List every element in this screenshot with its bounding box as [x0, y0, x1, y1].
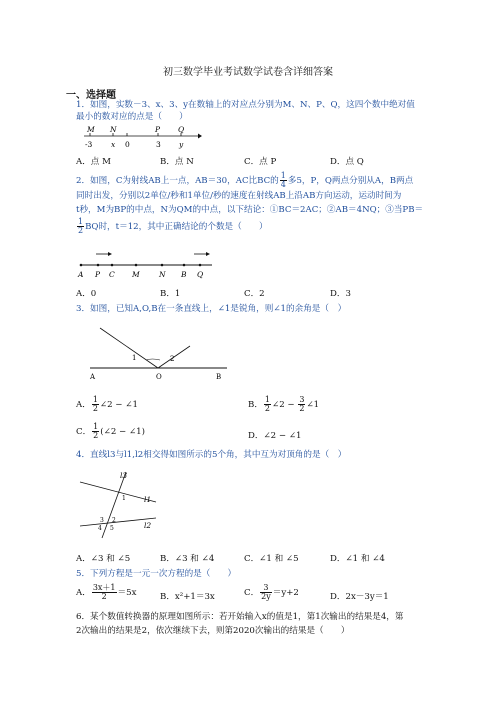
- arrow-head-icon: [198, 134, 202, 139]
- q5-option-b: B．x²+1＝3x: [160, 592, 215, 602]
- angle-label-1: 1: [132, 354, 137, 362]
- q3-option-a: [76, 396, 138, 413]
- q2-ray-figure: [76, 242, 216, 284]
- q2-option-c: C．2: [244, 289, 265, 299]
- q1-option-d: D．点 Q: [330, 157, 364, 167]
- label-M: M: [132, 270, 140, 279]
- label-A: A: [90, 373, 96, 381]
- ray-1: [100, 328, 158, 368]
- option-b-expr: ∠2 −: [272, 400, 298, 410]
- option-b-expr-2: ∠1: [306, 400, 320, 410]
- q4-option-d: D．∠1 和 ∠4: [330, 554, 385, 564]
- frac-numerator: 1: [264, 395, 271, 404]
- frac-denominator: 2: [93, 431, 99, 440]
- label-A: A: [78, 270, 84, 279]
- q5-text-line1: 5．下列方程是一元一次方程的是（ ）: [76, 569, 237, 579]
- label-l2: l2: [144, 521, 152, 530]
- label-C: C: [109, 270, 115, 279]
- q1-option-a: A．点 M: [76, 157, 111, 167]
- label-Q: Q: [197, 270, 204, 279]
- label-B: B: [216, 373, 222, 381]
- frac-denominator: 2: [92, 404, 98, 413]
- q5-option-c: [244, 584, 299, 601]
- q2-fraction: [280, 172, 287, 189]
- angle-label-5: 5: [110, 525, 114, 532]
- label-N: N: [159, 270, 166, 279]
- q3-option-b: [248, 396, 319, 413]
- option-c-letter: C．: [244, 588, 260, 598]
- option-a-letter: A．: [76, 400, 91, 410]
- angle-label-2: 2: [170, 355, 175, 363]
- q3-angle-figure: [82, 322, 232, 382]
- q4-option-c: C．∠1 和 ∠5: [244, 554, 299, 564]
- q4-lines-figure: [76, 466, 176, 542]
- label-P: P: [155, 125, 161, 134]
- frac-denominator: 4: [280, 180, 286, 189]
- frac-numerator: 1: [93, 422, 99, 431]
- frac-denominator: 2: [264, 404, 271, 413]
- option-a-expr: ＝5x: [117, 588, 137, 598]
- q3-text-line1: 3．如图，已知A,O,B在一条直线上，∠1是锐角，则∠1的余角是（ ）: [76, 304, 347, 314]
- label-l3: l3: [120, 471, 128, 480]
- q1-number-line-figure: [82, 123, 202, 153]
- label-B: B: [181, 270, 187, 279]
- angle-label-3: 3: [100, 517, 104, 524]
- q2-text-line2: 同时出发，分别以2单位/秒和1单位/秒的速度在射线AB上沿AB方向运动，运动时间为: [76, 191, 402, 201]
- label-M: M: [87, 125, 95, 134]
- label-l1: l1: [144, 495, 152, 504]
- frac-numerator: 3: [299, 395, 305, 404]
- label-P: P: [95, 270, 101, 279]
- label-O: O: [156, 373, 162, 381]
- frac-numerator: 1: [78, 217, 84, 226]
- option-a-fraction: [92, 584, 117, 601]
- q2-option-a: A．0: [76, 289, 97, 299]
- q1-option-c: C．点 P: [244, 157, 277, 167]
- half-fraction: [264, 396, 271, 413]
- option-c-expr: (∠2 − ∠1): [100, 427, 145, 437]
- option-c-fraction: [260, 584, 272, 601]
- section-heading: 一、选择题: [66, 90, 116, 101]
- label-N: N: [110, 125, 117, 134]
- q6-text-line2: 2次输出的结果是2，依次继续下去，则第2020次输出的结果是（ ）: [76, 626, 350, 636]
- q3-option-d: D．∠2 − ∠1: [248, 431, 302, 441]
- q1-text-line1: 1．如图，实数－3、x、3、y在数轴上的对应点分别为M、N、P、Q，这四个数中绝对值: [76, 100, 415, 110]
- q5-option-d: D．2x－3y＝1: [330, 592, 389, 602]
- half-fraction: [92, 396, 99, 413]
- three-halves-fraction: [298, 396, 305, 413]
- q2-line1-b: 多5，P，Q两点分别从A，B两点: [287, 176, 414, 186]
- label-Q: Q: [178, 125, 185, 134]
- label-y: y: [179, 140, 184, 149]
- q2-text-line1: [76, 172, 413, 189]
- q2-option-b: B．1: [160, 289, 181, 299]
- label-neg3: -3: [85, 140, 93, 149]
- label-x: x: [111, 140, 116, 149]
- q2-option-d: D．3: [330, 289, 351, 299]
- q6-text-line1: 6．某个数值转换器的原理如图所示：若开始输入x的值是1，第1次输出的结果是4，第: [76, 612, 404, 622]
- line-l3: [102, 472, 126, 538]
- option-b-letter: B．: [248, 400, 263, 410]
- q2-line1-a: 2．如图，C为射线AB上一点，AB＝30，AC比BC的: [76, 176, 279, 186]
- q2-line4-b: BQ时，t＝12，其中正确结论的个数是（ ）: [85, 222, 268, 232]
- frac-denominator: 2y: [261, 592, 271, 601]
- angle-label-1: 1: [122, 495, 126, 502]
- frac-numerator: 1: [92, 395, 98, 404]
- q1-option-b: B．点 N: [160, 157, 194, 167]
- q5-option-a: [76, 584, 136, 601]
- option-a-letter: A．: [76, 588, 91, 598]
- frac-denominator: 2: [299, 404, 305, 413]
- frac-denominator: 2: [101, 592, 107, 601]
- arrow-head-icon: [108, 252, 112, 256]
- q1-text-line2: 最小的数对应的点是（ ）: [76, 112, 188, 122]
- q4-option-a: A．∠3 和 ∠5: [76, 554, 131, 564]
- angle-label-4: 4: [98, 525, 102, 532]
- frac-numerator: 3x＋1: [92, 583, 116, 592]
- frac-denominator: 2: [78, 226, 84, 235]
- page-title: 初三数学毕业考试数学试卷含详细答案: [163, 67, 333, 78]
- q4-text-line1: 4．直线l3与l1,l2相交得如图所示的5个角，其中互为对顶角的是（ ）: [76, 450, 347, 460]
- q4-option-b: B．∠3 和 ∠4: [160, 554, 215, 564]
- option-a-expr: ∠2 − ∠1: [99, 400, 138, 410]
- label-3: 3: [156, 140, 161, 149]
- q2-half-fraction: [77, 218, 84, 235]
- arrow-head-icon: [206, 252, 210, 256]
- angle-arc: [146, 359, 160, 360]
- q2-text-line4: [76, 218, 268, 235]
- option-c-letter: C．: [76, 427, 92, 437]
- frac-numerator: 1: [280, 171, 286, 180]
- frac-numerator: 3: [260, 584, 272, 593]
- q3-option-c: [76, 423, 145, 440]
- angle-label-2: 2: [112, 517, 116, 524]
- q2-text-line3: t秒，M为BP的中点，N为QM的中点，以下结论：①BC＝2AC；②AB＝4NQ；③当PB＝: [76, 205, 424, 215]
- label-0: 0: [125, 140, 130, 149]
- option-c-expr: ＝y+2: [272, 588, 299, 598]
- half-fraction: [92, 423, 99, 440]
